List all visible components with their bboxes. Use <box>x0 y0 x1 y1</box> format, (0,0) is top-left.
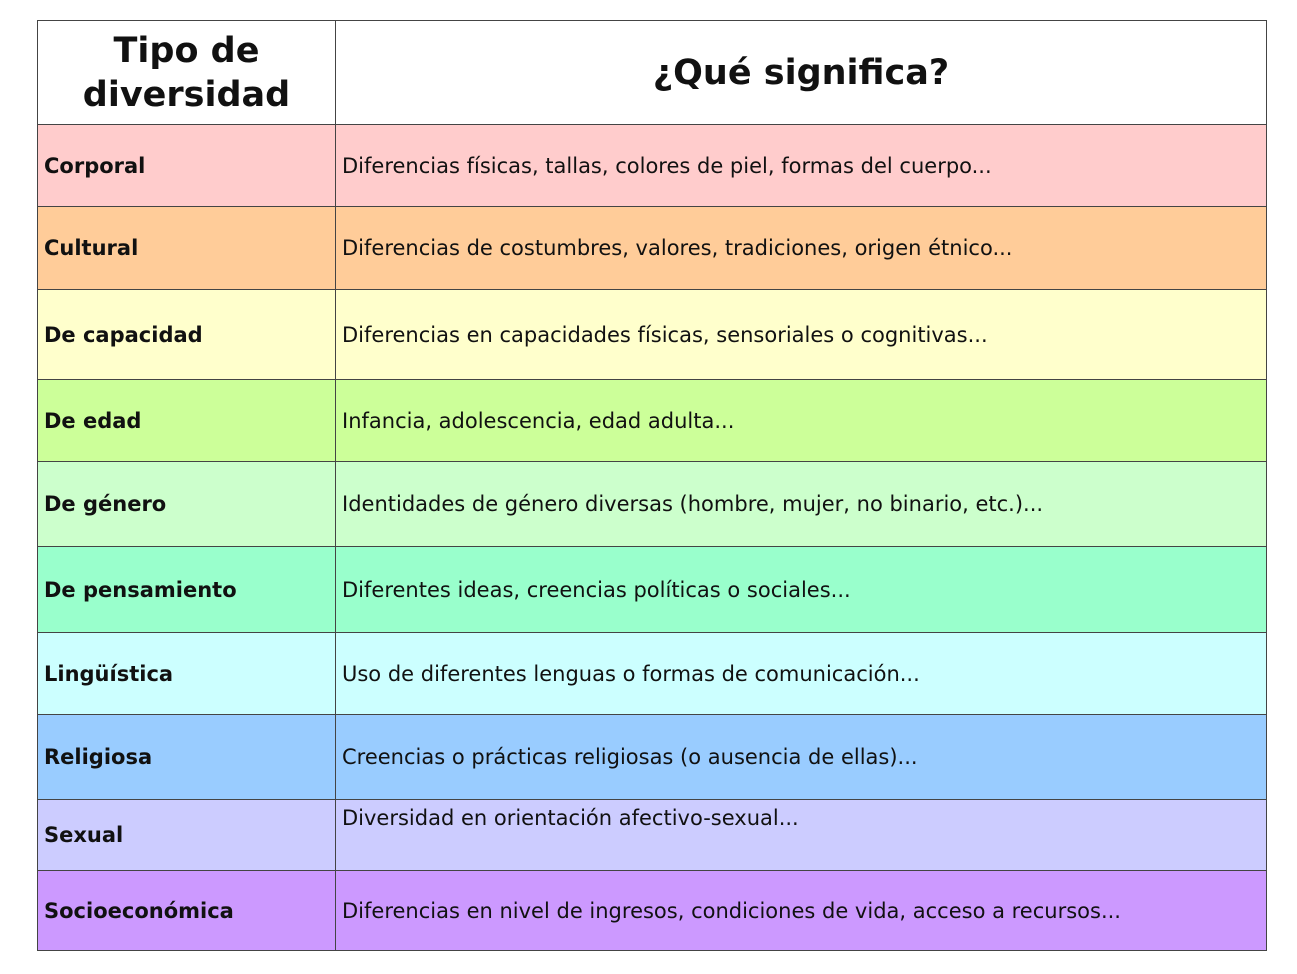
header-row <box>38 21 1267 125</box>
diversity-type: De pensamiento <box>38 547 336 633</box>
diversity-meaning: Creencias o prácticas religiosas (o ausencia de ellas)... <box>336 715 1267 800</box>
diversity-meaning: Identidades de género diversas (hombre, mujer, no binario, etc.)... <box>336 462 1267 547</box>
diversity-meaning: Diferencias en nivel de ingresos, condiciones de vida, acceso a recursos... <box>336 871 1267 951</box>
table-row <box>38 125 1267 207</box>
table-row <box>38 800 1267 871</box>
header-meaning: ¿Qué significa? <box>336 21 1267 125</box>
diversity-meaning: Diferencias de costumbres, valores, tradiciones, origen étnico... <box>336 207 1267 290</box>
table-row <box>38 715 1267 800</box>
table-row <box>38 633 1267 715</box>
table-row <box>38 462 1267 547</box>
diversity-type: De género <box>38 462 336 547</box>
diversity-type: Sexual <box>38 800 336 871</box>
header-type: Tipo de diversidad <box>38 21 336 125</box>
diversity-table <box>37 20 1267 951</box>
diversity-type: Cultural <box>38 207 336 290</box>
diversity-type: Corporal <box>38 125 336 207</box>
diversity-type: Religiosa <box>38 715 336 800</box>
diversity-type: De edad <box>38 380 336 462</box>
diversity-meaning: Diferentes ideas, creencias políticas o sociales... <box>336 547 1267 633</box>
diversity-type: Lingüística <box>38 633 336 715</box>
table-row <box>38 547 1267 633</box>
diversity-meaning: Uso de diferentes lenguas o formas de comunicación... <box>336 633 1267 715</box>
table-row <box>38 380 1267 462</box>
diversity-meaning: Diferencias en capacidades físicas, sensoriales o cognitivas... <box>336 290 1267 380</box>
diversity-meaning: Diferencias físicas, tallas, colores de piel, formas del cuerpo... <box>336 125 1267 207</box>
table-row <box>38 290 1267 380</box>
diversity-meaning: Infancia, adolescencia, edad adulta... <box>336 380 1267 462</box>
diversity-meaning: Diversidad en orientación afectivo-sexual... <box>336 800 1267 871</box>
diversity-type: Socioeconómica <box>38 871 336 951</box>
diversity-type: De capacidad <box>38 290 336 380</box>
table-row <box>38 871 1267 951</box>
table-row <box>38 207 1267 290</box>
